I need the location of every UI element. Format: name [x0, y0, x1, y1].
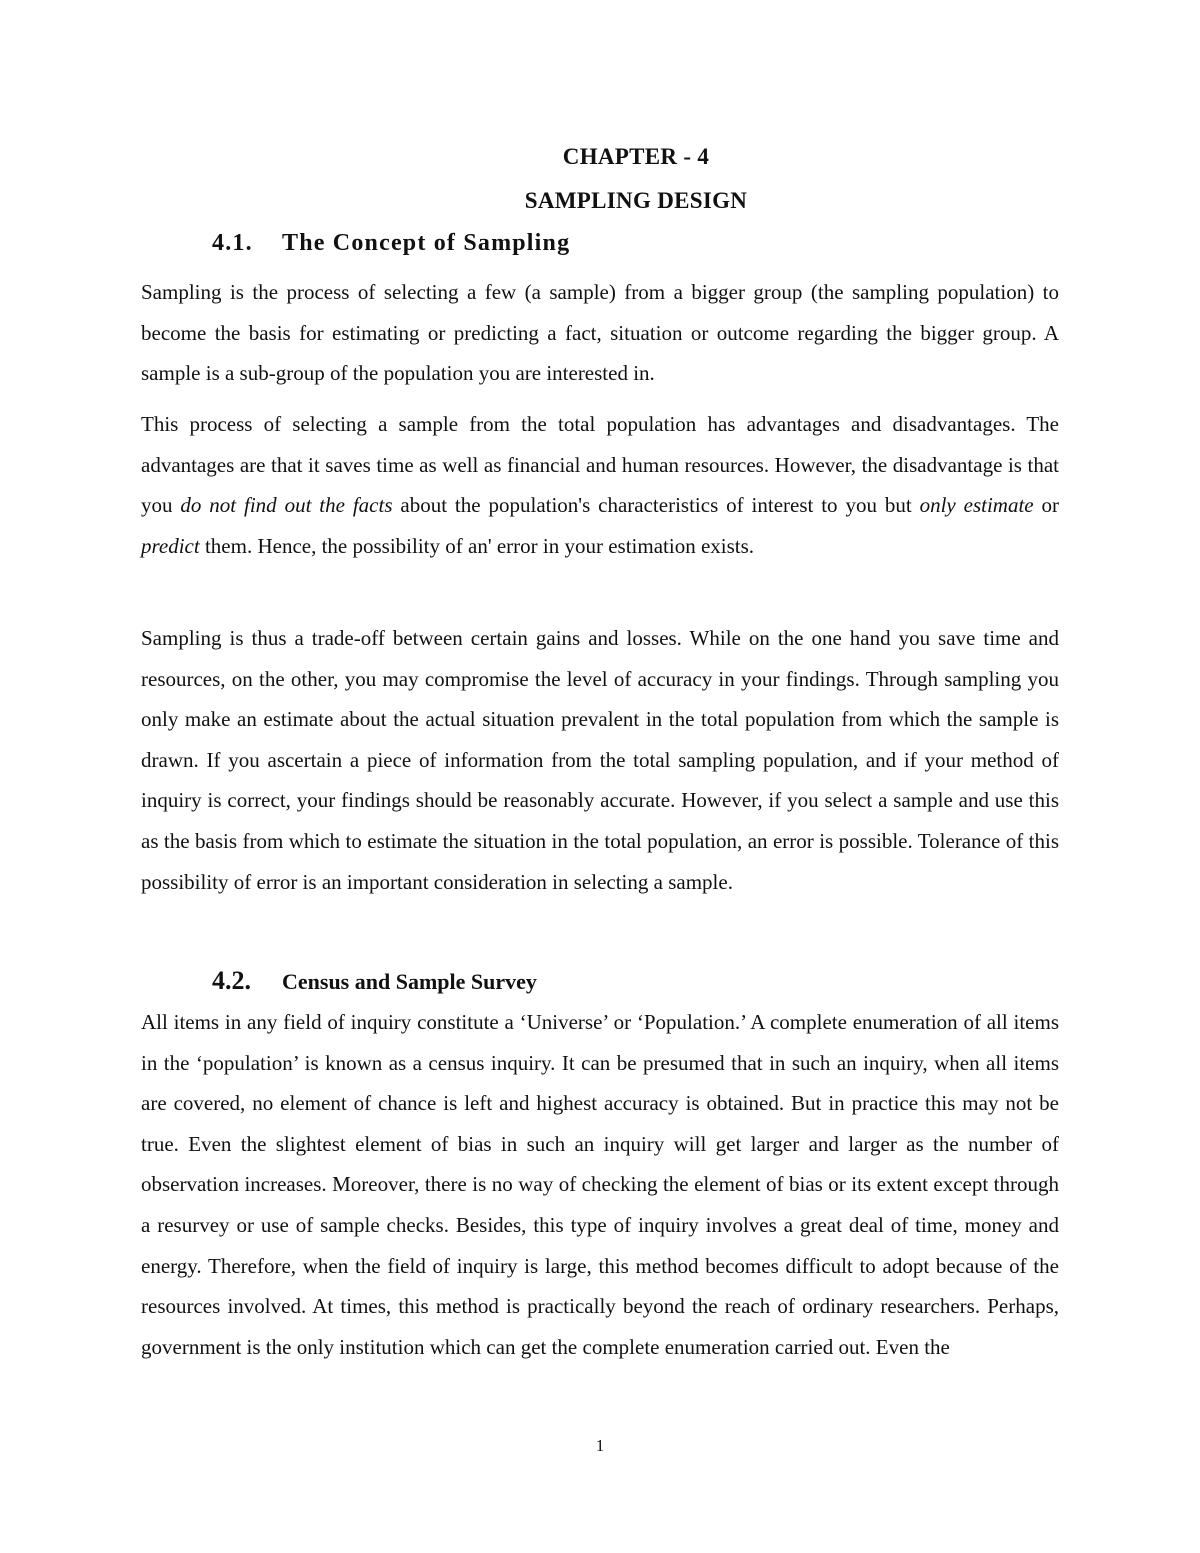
chapter-subtitle: SAMPLING DESIGN [524, 188, 748, 213]
emphasis-text: only estimate [919, 493, 1034, 518]
emphasis-text: predict [141, 533, 200, 558]
page-number: 1 [595, 1436, 605, 1455]
paragraph-trade-off: Sampling is thus a trade-off between certain gains and losses. While on the one hand you save time and resources, on the other, you may compromise the level of accuracy in your findings. Through sampling you only make an estimate about the actual situation prevalent in the total population from which the sample is drawn. If you ascertain a piece of information from the total sampling population, and if your method of inquiry is correct, your findings should be reasonably accurate. However, if you select a sample and use this as the basis from which to estimate the situation in the total population, an error is possible. Tolerance of this possibility of error is an important consideration in selecting a sample. [141, 626, 1059, 894]
section-heading-4-2 [212, 966, 537, 996]
section-number: 4.1. [212, 230, 253, 256]
text-run: This process of selecting a sample from the total population has advantages and disadvantages. The advantages are that it saves time as well as financial and human resources. However, the disadvantage is that you [141, 412, 1059, 518]
section-heading-4-1 [212, 230, 570, 257]
text-run: them. Hence, the possibility of an' error in your estimation exists. [199, 533, 755, 558]
paragraph-sampling-definition: Sampling is the process of selecting a few (a sample) from a bigger group (the sampling population) to become the basis for estimating or predicting a fact, situation or outcome regarding the bigger group. A sample is a sub-group of the population you are interested in. [141, 280, 1059, 386]
section-title: The Concept of Sampling [282, 230, 571, 256]
section-title: Census and Sample Survey [282, 969, 537, 994]
text-run: or [1033, 493, 1059, 518]
emphasis-text: do not find out the facts [180, 493, 393, 518]
text-run: about the population's characteristics of interest to you but [392, 493, 920, 518]
paragraph-advantages [141, 404, 1059, 566]
section-number: 4.2. [212, 966, 251, 995]
paragraph-census: All items in any field of inquiry constitute a ‘Universe’ or ‘Population.’ A complete enumeration of all items in the ‘population’ is known as a census inquiry. It can be presumed that in such an inquiry, when all items are covered, no element of chance is left and highest accuracy is obtained. But in practice this may not be true. Even the slightest element of bias in such an inquiry will get larger and larger as the number of observation increases. Moreover, there is no way of checking the element of bias or its extent except through a resurvey or use of sample checks. Besides, this type of inquiry involves a great deal of time, money and energy. Therefore, when the field of inquiry is large, this method becomes difficult to adopt because of the resources involved. At times, this method is practically beyond the reach of ordinary researchers. Perhaps, government is the only institution which can get the complete enumeration carried out. Even the [141, 1010, 1059, 1359]
chapter-title: CHAPTER - 4 [562, 144, 710, 169]
